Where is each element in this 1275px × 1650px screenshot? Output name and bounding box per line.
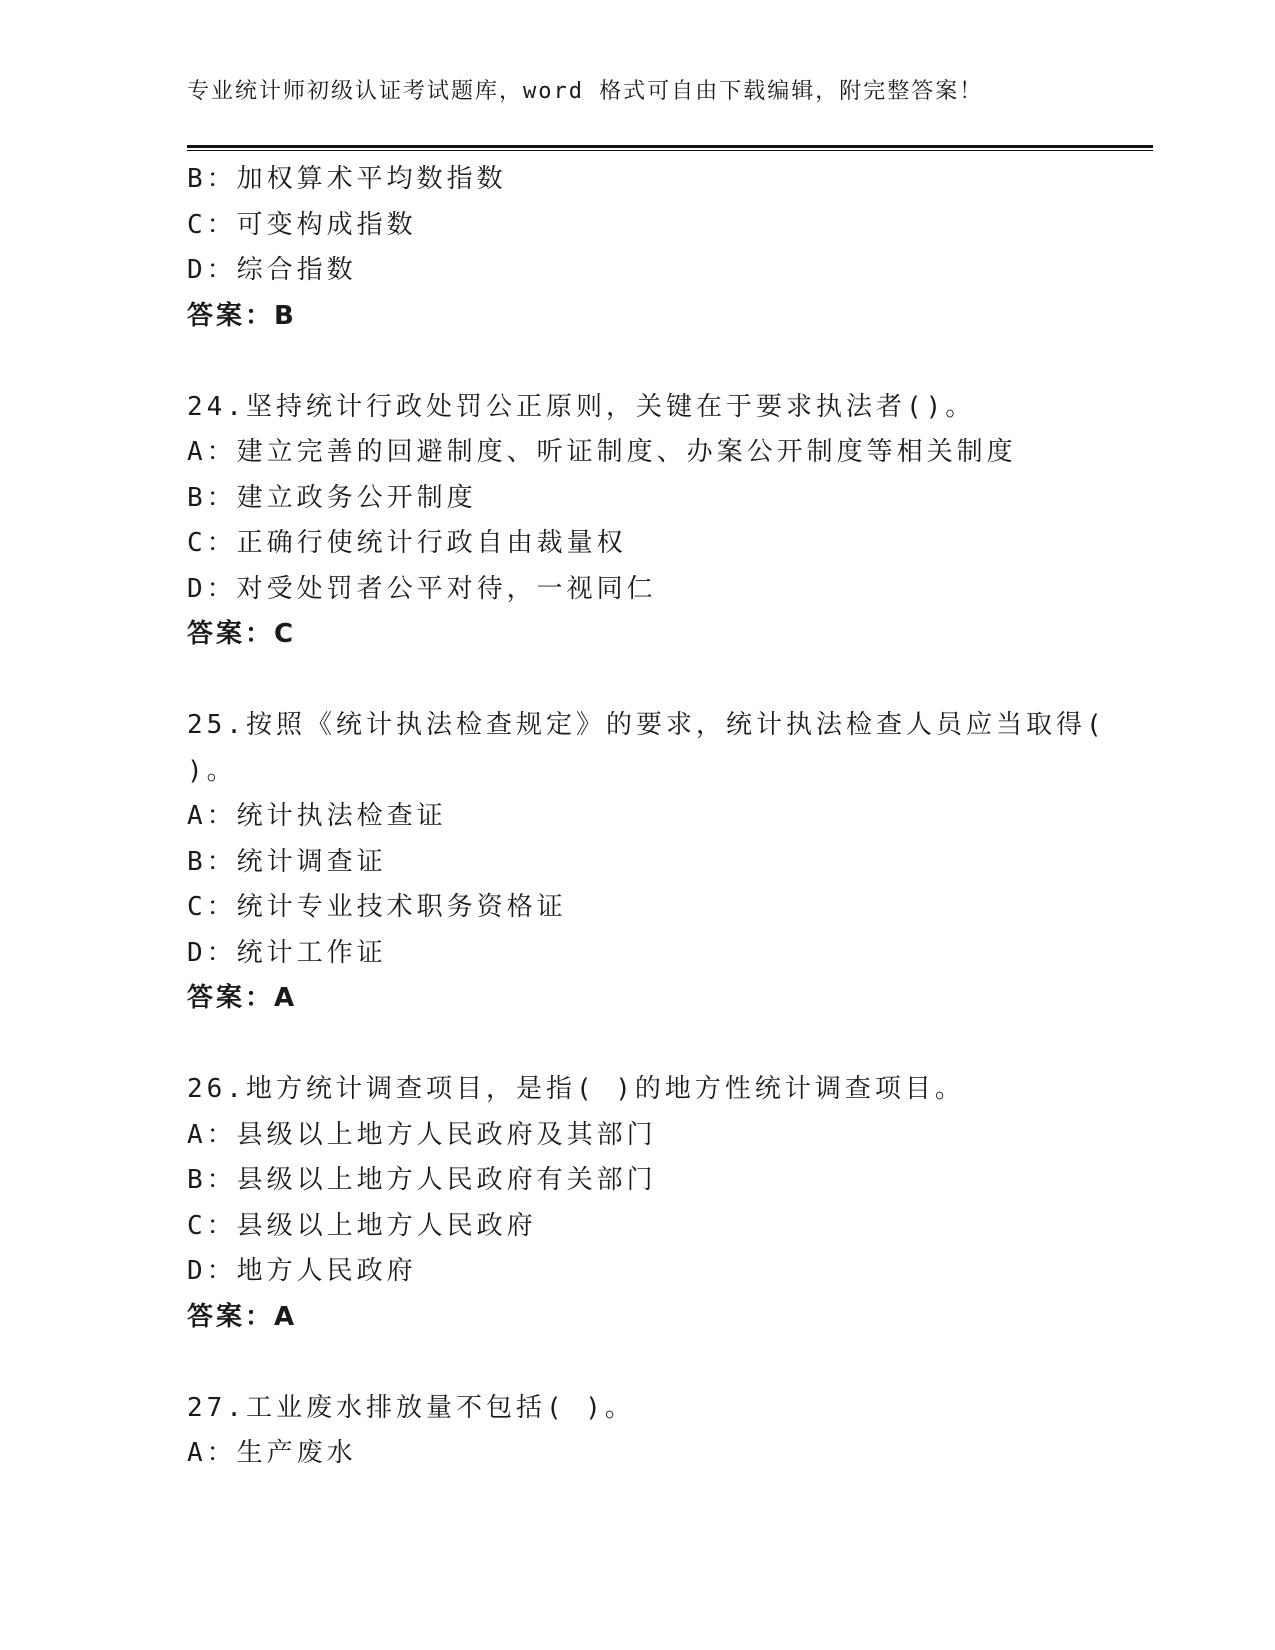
q23-answer: 答案：B [187, 300, 297, 331]
q26-option-d: D：地方人民政府 [187, 1256, 417, 1286]
q23-option-c: C：可变构成指数 [187, 209, 417, 240]
q26-answer: 答案：A [187, 1301, 298, 1332]
block-spacer [187, 658, 1107, 704]
q25-option-d: D：统计工作证 [187, 937, 387, 968]
header-rule-thin [187, 150, 1153, 151]
q25-stem-cont: )。 [187, 755, 237, 786]
q26-option-c: C：县级以上地方人民政府 [187, 1210, 537, 1241]
q25-option-b: B：统计调查证 [187, 846, 387, 877]
q24-option-b: B：建立政务公开制度 [187, 482, 477, 513]
q27-option-a: A：生产废水 [187, 1438, 357, 1468]
q23-option-b: B：加权算术平均数指数 [187, 164, 507, 194]
q25-answer: 答案：A [187, 983, 298, 1013]
q26-option-a: A：县级以上地方人民政府及其部门 [187, 1119, 657, 1150]
header-rule-thick [187, 145, 1153, 148]
q24-answer: 答案：C [187, 619, 297, 649]
block-spacer [187, 339, 1107, 385]
block-spacer [187, 1022, 1107, 1068]
q24-option-d: D：对受处罚者公平对待，一视同仁 [187, 573, 657, 604]
q23-option-d: D：综合指数 [187, 255, 357, 285]
q24-stem: 24.坚持统计行政处罚公正原则，关键在于要求执法者()。 [187, 391, 976, 422]
q25-option-c: C：统计专业技术职务资格证 [187, 892, 567, 922]
q24-option-c: C：正确行使统计行政自由裁量权 [187, 528, 627, 558]
question-list [187, 157, 1107, 1477]
q26-stem: 26.地方统计调查项目，是指( )的地方性统计调查项目。 [187, 1074, 965, 1104]
q27-stem: 27.工业废水排放量不包括( )。 [187, 1392, 635, 1423]
block-spacer [187, 1340, 1107, 1386]
q26-option-b: B：县级以上地方人民政府有关部门 [187, 1165, 657, 1195]
page-header: 专业统计师初级认证考试题库，word 格式可自由下载编辑，附完整答案！ [187, 79, 984, 104]
q25-option-a: A：统计执法检查证 [187, 801, 447, 831]
q24-option-a: A：建立完善的回避制度、听证制度、办案公开制度等相关制度 [187, 437, 1017, 467]
q25-stem: 25.按照《统计执法检查规定》的要求，统计执法检查人员应当取得( [187, 710, 1106, 740]
